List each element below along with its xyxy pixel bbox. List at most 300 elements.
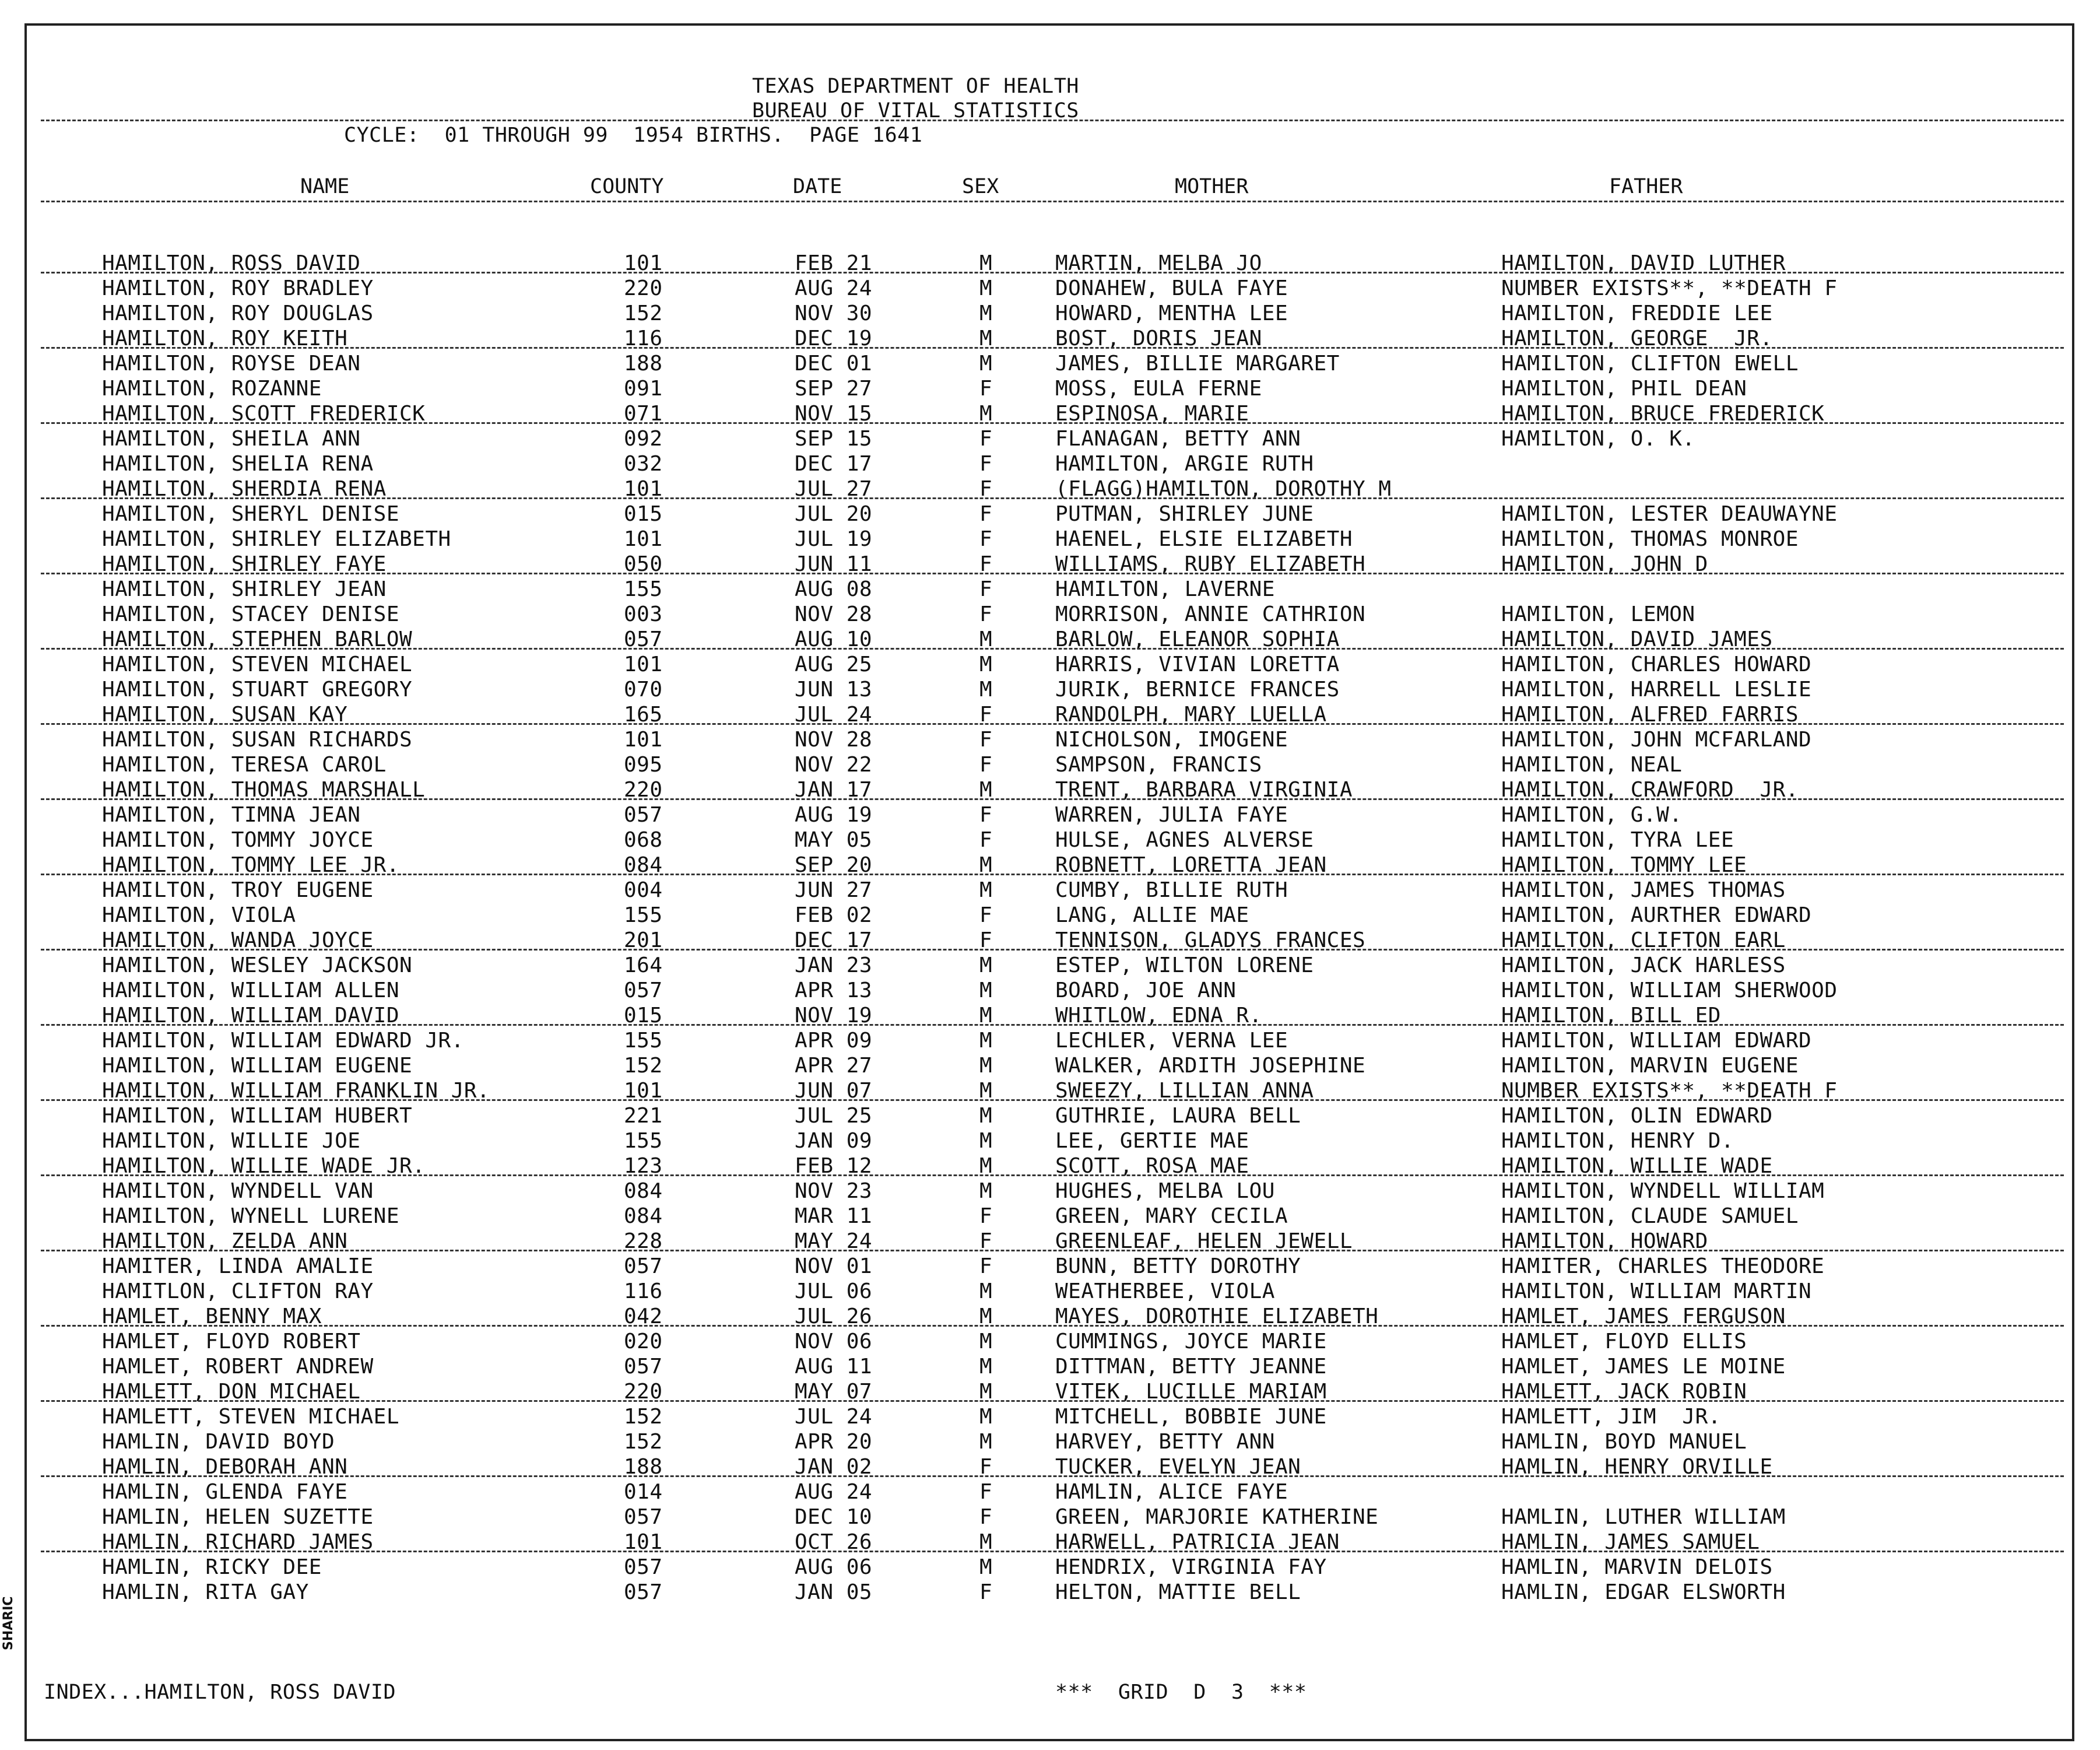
cell-father: HAMILTON, TYRA LEE (1501, 828, 1734, 852)
cell-date: SEP 20 (795, 853, 873, 877)
cell-mother: LECHLER, VERNA LEE (1055, 1029, 1288, 1053)
table-row (0, 276, 2100, 301)
cell-father: HAMILTON, JACK HARLESS (1501, 953, 1786, 977)
cell-name: HAMILTON, WILLIE WADE JR. (102, 1154, 426, 1178)
cell-father: HAMITER, CHARLES THEODORE (1501, 1254, 1825, 1278)
cell-date: APR 09 (795, 1029, 873, 1053)
cell-name: HAMILTON, SHIRLEY FAYE (102, 552, 387, 576)
cell-name: HAMILTON, SCOTT FREDERICK (102, 402, 426, 426)
cell-county: 068 (624, 828, 663, 852)
cell-name: HAMLIN, DAVID BOYD (102, 1430, 335, 1454)
row-group-divider (41, 347, 2064, 349)
cell-date: MAR 11 (795, 1204, 873, 1228)
cell-county: 057 (624, 1355, 663, 1379)
cell-father: HAMILTON, WILLIAM EDWARD (1501, 1029, 1812, 1053)
header-divider (41, 120, 2064, 121)
cell-date: SEP 27 (795, 377, 873, 401)
cell-county: 152 (624, 1405, 663, 1429)
table-row (0, 1429, 2100, 1454)
table-row (0, 1128, 2100, 1153)
cell-father: NUMBER EXISTS**, **DEATH F (1501, 1079, 1838, 1103)
cell-name: HAMLIN, RITA GAY (102, 1580, 309, 1604)
cell-mother: TRENT, BARBARA VIRGINIA (1055, 778, 1353, 802)
cell-county: 152 (624, 1430, 663, 1454)
cell-name: HAMILTON, WYNELL LURENE (102, 1204, 399, 1228)
cell-county: 101 (624, 477, 663, 501)
cell-father: HAMILTON, FREDDIE LEE (1501, 301, 1773, 325)
cell-sex: M (979, 853, 993, 877)
cell-mother: VITEK, LUCILLE MARIAM (1055, 1380, 1327, 1404)
column-header-name: NAME (300, 175, 350, 198)
cell-sex: M (979, 1355, 993, 1379)
cell-mother: HULSE, AGNES ALVERSE (1055, 828, 1314, 852)
column-header-divider (41, 201, 2064, 202)
cell-sex: F (979, 477, 993, 501)
row-group-divider (41, 497, 2064, 499)
table-row (0, 1479, 2100, 1504)
row-group-divider (41, 1551, 2064, 1552)
cell-father: HAMILTON, JAMES THOMAS (1501, 878, 1786, 902)
cell-name: HAMILTON, THOMAS MARSHALL (102, 778, 426, 802)
cell-sex: M (979, 1405, 993, 1429)
cell-name: HAMLET, BENNY MAX (102, 1304, 322, 1328)
cell-name: HAMLETT, DON MICHAEL (102, 1380, 361, 1404)
cell-name: HAMILTON, WILLIE JOE (102, 1129, 361, 1153)
cell-sex: M (979, 1054, 993, 1078)
table-row (0, 527, 2100, 552)
cell-sex: M (979, 1430, 993, 1454)
cell-date: NOV 28 (795, 728, 873, 752)
cell-date: JUL 27 (795, 477, 873, 501)
cell-sex: F (979, 803, 993, 827)
row-group-divider (41, 648, 2064, 650)
cell-sex: F (979, 903, 993, 927)
cell-mother: ESPINOSA, MARIE (1055, 402, 1249, 426)
cell-name: HAMILTON, STACEY DENISE (102, 602, 399, 626)
cell-date: JAN 09 (795, 1129, 873, 1153)
cell-name: HAMILTON, WILLIAM EDWARD JR. (102, 1029, 464, 1053)
cell-mother: GREEN, MARY CECILA (1055, 1204, 1288, 1228)
cell-county: 155 (624, 1129, 663, 1153)
cell-county: 101 (624, 527, 663, 551)
table-row (0, 1329, 2100, 1354)
cell-sex: M (979, 301, 993, 325)
cell-name: HAMLIN, DEBORAH ANN (102, 1455, 348, 1479)
cell-sex: M (979, 1179, 993, 1203)
cell-name: HAMILTON, WILLIAM EUGENE (102, 1054, 413, 1078)
column-header-father: FATHER (1609, 175, 1683, 198)
cell-name: HAMLIN, RICKY DEE (102, 1555, 322, 1579)
cell-date: AUG 19 (795, 803, 873, 827)
cell-county: 201 (624, 928, 663, 952)
cell-date: NOV 23 (795, 1179, 873, 1203)
cell-sex: M (979, 1079, 993, 1103)
cell-county: 095 (624, 753, 663, 777)
cell-sex: F (979, 728, 993, 752)
cell-father: HAMLIN, EDGAR ELSWORTH (1501, 1580, 1786, 1604)
cell-mother: HAMLIN, ALICE FAYE (1055, 1480, 1288, 1504)
cell-mother: LEE, GERTIE MAE (1055, 1129, 1249, 1153)
column-header-county: COUNTY (590, 175, 664, 198)
cell-date: NOV 19 (795, 1004, 873, 1027)
cell-father: HAMILTON, G.W. (1501, 803, 1683, 827)
cell-father: HAMILTON, CLIFTON EWELL (1501, 352, 1799, 376)
cell-county: 101 (624, 1530, 663, 1554)
cell-mother: JAMES, BILLIE MARGARET (1055, 352, 1340, 376)
cell-sex: M (979, 979, 993, 1002)
cell-name: HAMITLON, CLIFTON RAY (102, 1279, 374, 1303)
cell-mother: RANDOLPH, MARY LUELLA (1055, 703, 1327, 727)
cell-mother: HAMILTON, LAVERNE (1055, 577, 1275, 601)
cell-father: HAMILTON, MARVIN EUGENE (1501, 1054, 1799, 1078)
table-row (0, 1179, 2100, 1204)
cell-father: HAMLIN, MARVIN DELOIS (1501, 1555, 1773, 1579)
cell-sex: F (979, 552, 993, 576)
cell-sex: M (979, 1304, 993, 1328)
cell-father: HAMILTON, CLIFTON EARL (1501, 928, 1786, 952)
row-group-divider (41, 1250, 2064, 1251)
cell-county: 152 (624, 301, 663, 325)
table-row (0, 376, 2100, 401)
cell-father: HAMILTON, DAVID LUTHER (1501, 251, 1786, 275)
cell-name: HAMILTON, TOMMY LEE JR. (102, 853, 399, 877)
cell-father: HAMLIN, BOYD MANUEL (1501, 1430, 1747, 1454)
cell-mother: HARRIS, VIVIAN LORETTA (1055, 653, 1340, 676)
cell-county: 084 (624, 1204, 663, 1228)
cell-date: JUL 26 (795, 1304, 873, 1328)
cell-sex: M (979, 778, 993, 802)
cell-sex: F (979, 1580, 993, 1604)
cell-mother: FLANAGAN, BETTY ANN (1055, 427, 1301, 451)
cell-name: HAMLIN, HELEN SUZETTE (102, 1505, 374, 1529)
cell-date: AUG 06 (795, 1555, 873, 1579)
table-row (0, 602, 2100, 627)
cell-date: JAN 02 (795, 1455, 873, 1479)
row-group-divider (41, 1325, 2064, 1327)
cell-father: HAMILTON, CHARLES HOWARD (1501, 653, 1812, 676)
table-row (0, 802, 2100, 827)
row-group-divider (41, 723, 2064, 725)
cell-father: NUMBER EXISTS**, **DEATH F (1501, 276, 1838, 300)
cell-date: NOV 30 (795, 301, 873, 325)
cell-date: FEB 21 (795, 251, 873, 275)
table-row (0, 1053, 2100, 1078)
cell-father: HAMLETT, JACK ROBIN (1501, 1380, 1747, 1404)
cell-mother: LANG, ALLIE MAE (1055, 903, 1249, 927)
cell-name: HAMILTON, SHERDIA RENA (102, 477, 387, 501)
cell-county: 057 (624, 1254, 663, 1278)
cell-father: HAMILTON, CLAUDE SAMUEL (1501, 1204, 1799, 1228)
cell-county: 155 (624, 903, 663, 927)
cell-date: DEC 17 (795, 452, 873, 476)
cell-sex: F (979, 1480, 993, 1504)
cell-father: HAMILTON, DAVID JAMES (1501, 627, 1773, 651)
cell-county: 220 (624, 778, 663, 802)
cell-mother: WARREN, JULIA FAYE (1055, 803, 1288, 827)
cell-sex: M (979, 1530, 993, 1554)
row-group-divider (41, 573, 2064, 574)
cell-date: APR 27 (795, 1054, 873, 1078)
cell-mother: GREENLEAF, HELEN JEWELL (1055, 1229, 1353, 1253)
cell-father: HAMLIN, HENRY ORVILLE (1501, 1455, 1773, 1479)
cell-father: HAMLET, JAMES LE MOINE (1501, 1355, 1786, 1379)
cell-county: 084 (624, 853, 663, 877)
cell-father: HAMILTON, BILL ED (1501, 1004, 1721, 1027)
grid-reference: *** GRID D 3 *** (1055, 1681, 1307, 1704)
cell-date: JUL 25 (795, 1104, 873, 1128)
table-row (0, 1580, 2100, 1605)
cell-mother: JURIK, BERNICE FRANCES (1055, 678, 1340, 702)
cell-mother: ESTEP, WILTON LORENE (1055, 953, 1314, 977)
cell-date: NOV 06 (795, 1330, 873, 1353)
cell-sex: M (979, 1104, 993, 1128)
cell-mother: HENDRIX, VIRGINIA FAY (1055, 1555, 1327, 1579)
index-reference: INDEX...HAMILTON, ROSS DAVID (44, 1681, 396, 1704)
cell-sex: M (979, 627, 993, 651)
cell-sex: F (979, 1455, 993, 1479)
cell-county: 152 (624, 1054, 663, 1078)
row-group-divider (41, 422, 2064, 424)
cell-name: HAMILTON, ROY DOUGLAS (102, 301, 374, 325)
cell-sex: M (979, 1154, 993, 1178)
cell-sex: M (979, 1279, 993, 1303)
table-row (0, 501, 2100, 527)
cell-mother: WILLIAMS, RUBY ELIZABETH (1055, 552, 1366, 576)
cell-sex: M (979, 653, 993, 676)
table-row (0, 1028, 2100, 1053)
cell-father: HAMILTON, WILLIE WADE (1501, 1154, 1773, 1178)
cell-county: 092 (624, 427, 663, 451)
cell-date: AUG 24 (795, 276, 873, 300)
cell-date: JUL 24 (795, 703, 873, 727)
cell-name: HAMILTON, WILLIAM ALLEN (102, 979, 399, 1002)
cell-date: JAN 23 (795, 953, 873, 977)
cell-date: NOV 22 (795, 753, 873, 777)
cell-father: HAMILTON, AURTHER EDWARD (1501, 903, 1812, 927)
cell-county: 101 (624, 653, 663, 676)
cell-mother: HARWELL, PATRICIA JEAN (1055, 1530, 1340, 1554)
cell-father: HAMLIN, JAMES SAMUEL (1501, 1530, 1760, 1554)
cell-county: 091 (624, 377, 663, 401)
table-row (0, 727, 2100, 752)
cell-mother: DONAHEW, BULA FAYE (1055, 276, 1288, 300)
cell-mother: SCOTT, ROSA MAE (1055, 1154, 1249, 1178)
row-group-divider (41, 1400, 2064, 1402)
cell-sex: M (979, 678, 993, 702)
table-row (0, 652, 2100, 677)
cell-date: JAN 05 (795, 1580, 873, 1604)
cell-mother: BOARD, JOE ANN (1055, 979, 1237, 1002)
cell-sex: M (979, 1004, 993, 1027)
cell-sex: F (979, 527, 993, 551)
cell-father: HAMILTON, HENRY D. (1501, 1129, 1734, 1153)
cell-county: 004 (624, 878, 663, 902)
cell-name: HAMILTON, SHIRLEY ELIZABETH (102, 527, 451, 551)
cell-county: 070 (624, 678, 663, 702)
cell-county: 057 (624, 1505, 663, 1529)
cell-sex: F (979, 1229, 993, 1253)
cell-county: 101 (624, 1079, 663, 1103)
cell-mother: TUCKER, EVELYN JEAN (1055, 1455, 1301, 1479)
cell-county: 188 (624, 1455, 663, 1479)
column-header-sex: SEX (962, 175, 999, 198)
cell-mother: SAMPSON, FRANCIS (1055, 753, 1262, 777)
cell-father: HAMILTON, ALFRED FARRIS (1501, 703, 1799, 727)
cell-name: HAMILTON, WILLIAM FRANKLIN JR. (102, 1079, 490, 1103)
table-row (0, 1103, 2100, 1128)
cell-mother: PUTMAN, SHIRLEY JUNE (1055, 502, 1314, 526)
cell-county: 116 (624, 327, 663, 350)
cell-county: 155 (624, 577, 663, 601)
cell-county: 165 (624, 703, 663, 727)
table-row (0, 577, 2100, 602)
cell-county: 015 (624, 502, 663, 526)
cell-name: HAMILTON, ROYSE DEAN (102, 352, 361, 376)
cell-county: 220 (624, 276, 663, 300)
cell-father: HAMLETT, JIM JR. (1501, 1405, 1721, 1429)
cell-date: DEC 01 (795, 352, 873, 376)
cell-county: 220 (624, 1380, 663, 1404)
cell-name: HAMILTON, STUART GREGORY (102, 678, 413, 702)
cell-name: HAMILTON, STEPHEN BARLOW (102, 627, 413, 651)
cell-date: MAY 07 (795, 1380, 873, 1404)
cell-sex: F (979, 577, 993, 601)
table-row (0, 351, 2100, 376)
cell-sex: M (979, 352, 993, 376)
cell-date: SEP 15 (795, 427, 873, 451)
cell-county: 071 (624, 402, 663, 426)
table-row (0, 1555, 2100, 1580)
cell-name: HAMLET, FLOYD ROBERT (102, 1330, 361, 1353)
cell-county: 188 (624, 352, 663, 376)
row-group-divider (41, 272, 2064, 273)
cell-name: HAMILTON, WILLIAM DAVID (102, 1004, 399, 1027)
cell-name: HAMILTON, ROY BRADLEY (102, 276, 374, 300)
cell-name: HAMILTON, WANDA JOYCE (102, 928, 374, 952)
cell-mother: MAYES, DOROTHIE ELIZABETH (1055, 1304, 1379, 1328)
cell-mother: WHITLOW, EDNA R. (1055, 1004, 1262, 1027)
cell-name: HAMLIN, GLENDA FAYE (102, 1480, 348, 1504)
cell-county: 101 (624, 728, 663, 752)
row-group-divider (41, 1099, 2064, 1101)
cell-county: 057 (624, 979, 663, 1002)
cell-father: HAMILTON, TOMMY LEE (1501, 853, 1747, 877)
cell-mother: HAMILTON, ARGIE RUTH (1055, 452, 1314, 476)
cell-mother: HARVEY, BETTY ANN (1055, 1430, 1275, 1454)
cell-mother: HUGHES, MELBA LOU (1055, 1179, 1275, 1203)
cell-mother: NICHOLSON, IMOGENE (1055, 728, 1288, 752)
cell-father: HAMILTON, JOHN MCFARLAND (1501, 728, 1812, 752)
cell-date: JUL 24 (795, 1405, 873, 1429)
cell-sex: M (979, 251, 993, 275)
cell-father: HAMILTON, LEMON (1501, 602, 1695, 626)
cell-sex: F (979, 753, 993, 777)
cell-sex: F (979, 1254, 993, 1278)
cell-name: HAMILTON, SUSAN KAY (102, 703, 348, 727)
cell-name: HAMILTON, ROY KEITH (102, 327, 348, 350)
cell-name: HAMILTON, SHIRLEY JEAN (102, 577, 387, 601)
table-row (0, 953, 2100, 978)
cell-mother: HAENEL, ELSIE ELIZABETH (1055, 527, 1353, 551)
cell-name: HAMILTON, SHERYL DENISE (102, 502, 399, 526)
cell-sex: M (979, 1380, 993, 1404)
cell-sex: F (979, 452, 993, 476)
cell-name: HAMITER, LINDA AMALIE (102, 1254, 374, 1278)
cell-father: HAMILTON, HARRELL LESLIE (1501, 678, 1812, 702)
cell-father: HAMILTON, THOMAS MONROE (1501, 527, 1799, 551)
cell-county: 116 (624, 1279, 663, 1303)
cell-sex: F (979, 828, 993, 852)
cell-father: HAMLET, FLOYD ELLIS (1501, 1330, 1747, 1353)
cell-mother: CUMMINGS, JOYCE MARIE (1055, 1330, 1327, 1353)
cell-date: AUG 11 (795, 1355, 873, 1379)
cell-date: AUG 08 (795, 577, 873, 601)
cell-date: DEC 10 (795, 1505, 873, 1529)
cell-name: HAMILTON, TROY EUGENE (102, 878, 374, 902)
cell-mother: WEATHERBEE, VIOLA (1055, 1279, 1275, 1303)
cell-date: APR 20 (795, 1430, 873, 1454)
cell-mother: ROBNETT, LORETTA JEAN (1055, 853, 1327, 877)
cell-sex: F (979, 928, 993, 952)
table-row (0, 903, 2100, 928)
cell-sex: M (979, 276, 993, 300)
row-group-divider (41, 798, 2064, 800)
cell-mother: GREEN, MARJORIE KATHERINE (1055, 1505, 1379, 1529)
cell-father: HAMILTON, O. K. (1501, 427, 1695, 451)
cell-father: HAMILTON, NEAL (1501, 753, 1683, 777)
report-subtitle: BUREAU OF VITAL STATISTICS (752, 99, 1079, 122)
table-row (0, 1354, 2100, 1379)
table-row (0, 978, 2100, 1003)
cell-father: HAMILTON, OLIN EDWARD (1501, 1104, 1773, 1128)
cell-name: HAMLIN, RICHARD JAMES (102, 1530, 374, 1554)
cell-father: HAMILTON, LESTER DEAUWAYNE (1501, 502, 1838, 526)
table-row (0, 301, 2100, 326)
cell-father: HAMILTON, GEORGE JR. (1501, 327, 1773, 350)
cell-county: 221 (624, 1104, 663, 1128)
cell-date: AUG 10 (795, 627, 873, 651)
table-row (0, 1204, 2100, 1229)
cell-county: 057 (624, 1555, 663, 1579)
row-group-divider (41, 1475, 2064, 1477)
cell-name: HAMILTON, SHEILA ANN (102, 427, 361, 451)
cell-mother: CUMBY, BILLIE RUTH (1055, 878, 1288, 902)
table-row (0, 677, 2100, 702)
cell-sex: M (979, 1129, 993, 1153)
cell-date: OCT 26 (795, 1530, 873, 1554)
cell-mother: HELTON, MATTIE BELL (1055, 1580, 1301, 1604)
cell-date: NOV 28 (795, 602, 873, 626)
cell-mother: DITTMAN, BETTY JEANNE (1055, 1355, 1327, 1379)
cell-county: 155 (624, 1029, 663, 1053)
cell-county: 057 (624, 803, 663, 827)
cell-date: JAN 17 (795, 778, 873, 802)
table-row (0, 1404, 2100, 1429)
cell-mother: (FLAGG)HAMILTON, DOROTHY M (1055, 477, 1392, 501)
cell-date: NOV 01 (795, 1254, 873, 1278)
table-row (0, 752, 2100, 777)
report-title: TEXAS DEPARTMENT OF HEALTH (752, 75, 1079, 98)
cycle-line: CYCLE: 01 THROUGH 99 1954 BIRTHS. PAGE 1641 (344, 124, 923, 147)
table-row (0, 1504, 2100, 1530)
cell-name: HAMILTON, TOMMY JOYCE (102, 828, 374, 852)
column-header-mother: MOTHER (1175, 175, 1249, 198)
cell-date: JUN 11 (795, 552, 873, 576)
table-row (0, 1254, 2100, 1279)
cell-mother: SWEEZY, LILLIAN ANNA (1055, 1079, 1314, 1103)
cell-county: 015 (624, 1004, 663, 1027)
cell-sex: M (979, 1330, 993, 1353)
